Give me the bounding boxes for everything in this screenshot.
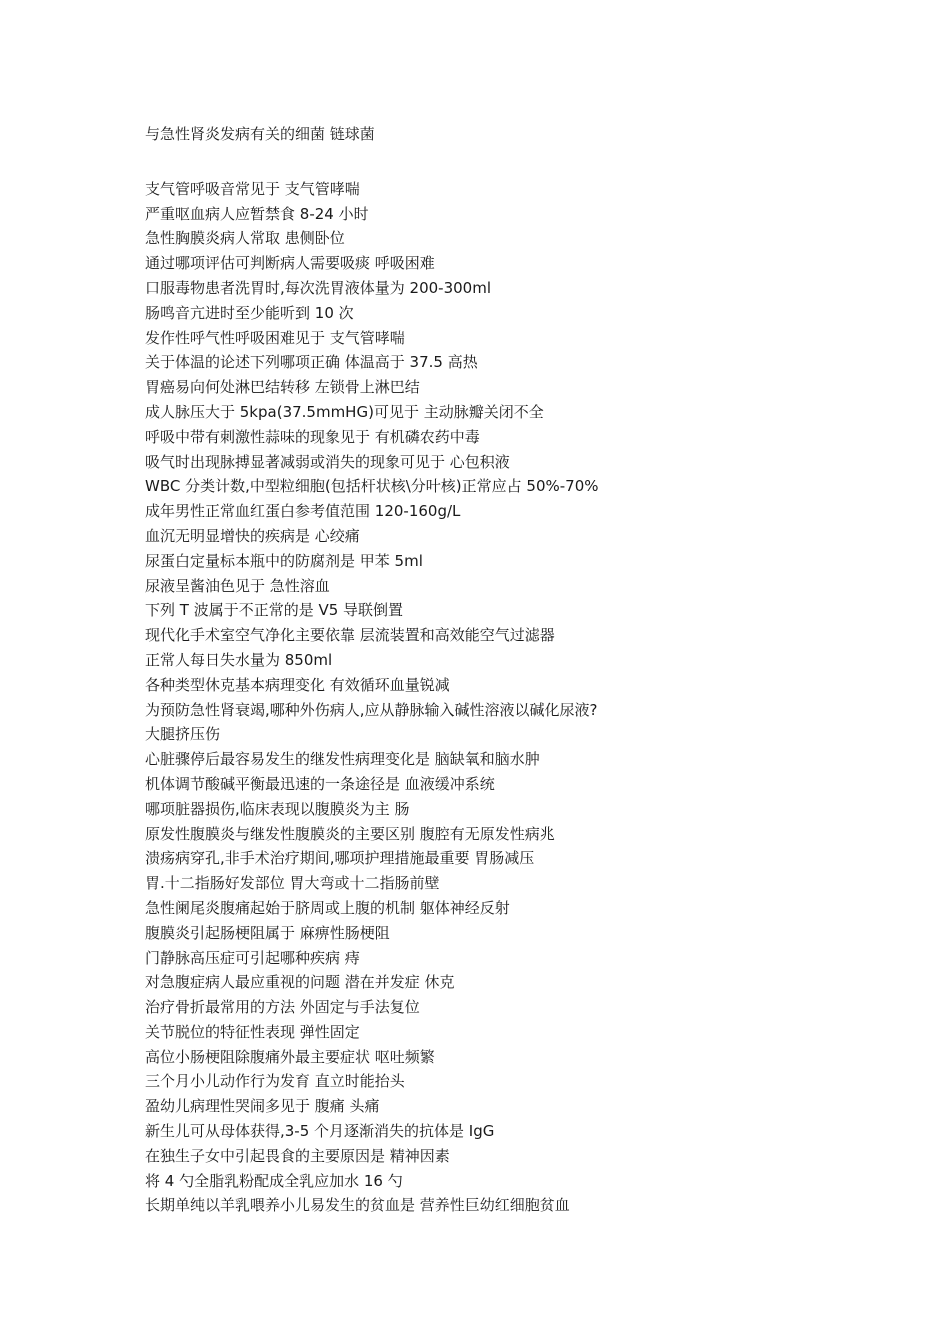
- text-line: 成人脉压大于 5kpa(37.5mmHG)可见于 主动脉瓣关闭不全: [145, 402, 544, 421]
- text-line: 胃.十二指肠好发部位 胃大弯或十二指肠前壁: [145, 874, 440, 893]
- text-line: 各种类型休克基本病理变化 有效循环血量锐减: [145, 675, 450, 694]
- text-line: 新生儿可从母体获得,3-5 个月逐渐消失的抗体是 IgG: [145, 1122, 495, 1141]
- text-line: 哪项脏器损伤,临床表现以腹膜炎为主 肠: [145, 799, 410, 818]
- text-line: 盈幼儿病理性哭闹多见于 腹痛 头痛: [145, 1097, 380, 1116]
- text-line: 胃癌易向何处淋巴结转移 左锁骨上淋巴结: [145, 378, 420, 397]
- text-line: 尿液呈酱油色见于 急性溶血: [145, 576, 330, 595]
- text-line: 呼吸中带有刺激性蒜味的现象见于 有机磷农药中毒: [145, 427, 480, 446]
- text-line: 现代化手术室空气净化主要依靠 层流装置和高效能空气过滤器: [145, 626, 555, 645]
- text-line: 溃疡病穿孔,非手术治疗期间,哪项护理措施最重要 胃肠减压: [145, 849, 535, 868]
- text-line: 在独生子女中引起畏食的主要原因是 精神因素: [145, 1146, 450, 1165]
- text-line: 腹膜炎引起肠梗阻属于 麻痹性肠梗阻: [145, 923, 390, 942]
- text-line: 发作性呼气性呼吸困难见于 支气管哮喘: [145, 328, 405, 347]
- text-line: 血沉无明显增快的疾病是 心绞痛: [145, 526, 360, 545]
- text-line: 高位小肠梗阻除腹痛外最主要症状 呕吐频繁: [145, 1047, 435, 1066]
- document-body: [145, 122, 845, 1218]
- text-line: 长期单纯以羊乳喂养小儿易发生的贫血是 营养性巨幼红细胞贫血: [145, 1196, 570, 1215]
- text-line: 严重呕血病人应暂禁食 8-24 小时: [145, 204, 369, 223]
- text-line: 成年男性正常血红蛋白参考值范围 120-160g/L: [145, 502, 461, 521]
- text-line: 通过哪项评估可判断病人需要吸痰 呼吸困难: [145, 254, 435, 273]
- text-line: 急性阑尾炎腹痛起始于脐周或上腹的机制 躯体神经反射: [145, 898, 510, 917]
- text-line: 支气管呼吸音常见于 支气管哮喘: [145, 179, 360, 198]
- text-line: 口服毒物患者洗胃时,每次洗胃液体量为 200-300ml: [145, 278, 491, 297]
- text-line: 为预防急性肾衰竭,哪种外伤病人,应从静脉输入碱性溶液以碱化尿液?: [145, 700, 598, 719]
- text-line: 尿蛋白定量标本瓶中的防腐剂是 甲苯 5ml: [145, 551, 423, 570]
- text-line: 大腿挤压伤: [145, 725, 221, 744]
- text-line: 心脏骤停后最容易发生的继发性病理变化是 脑缺氧和脑水肿: [145, 750, 540, 769]
- text-line: 吸气时出现脉搏显著减弱或消失的现象可见于 心包积液: [145, 452, 510, 471]
- text-line: 关节脱位的特征性表现 弹性固定: [145, 1022, 360, 1041]
- text-line: 门静脉高压症可引起哪种疾病 痔: [145, 948, 360, 967]
- text-line: 原发性腹膜炎与继发性腹膜炎的主要区别 腹腔有无原发性病兆: [145, 824, 555, 843]
- text-line: 急性胸膜炎病人常取 患侧卧位: [145, 229, 345, 248]
- text-line: 与急性肾炎发病有关的细菌 链球菌: [145, 125, 375, 143]
- text-line: 下列 T 波属于不正常的是 V5 导联倒置: [145, 601, 404, 620]
- text-line: 正常人每日失水量为 850ml: [145, 650, 333, 669]
- text-line: 机体调节酸碱平衡最迅速的一条途径是 血液缓冲系统: [145, 774, 495, 793]
- text-line: 关于体温的论述下列哪项正确 体温高于 37.5 高热: [145, 353, 478, 372]
- text-line: 对急腹症病人最应重视的问题 潜在并发症 休克: [145, 973, 455, 992]
- text-line: 治疗骨折最常用的方法 外固定与手法复位: [145, 998, 420, 1017]
- text-line: 将 4 勺全脂乳粉配成全乳应加水 16 勺: [145, 1171, 403, 1190]
- text-line: 肠鸣音亢进时至少能听到 10 次: [145, 303, 354, 322]
- text-line: 三个月小儿动作行为发育 直立时能抬头: [145, 1072, 405, 1091]
- text-line: WBC 分类计数,中型粒细胞(包括杆状核\分叶核)正常应占 50%-70%: [145, 477, 599, 496]
